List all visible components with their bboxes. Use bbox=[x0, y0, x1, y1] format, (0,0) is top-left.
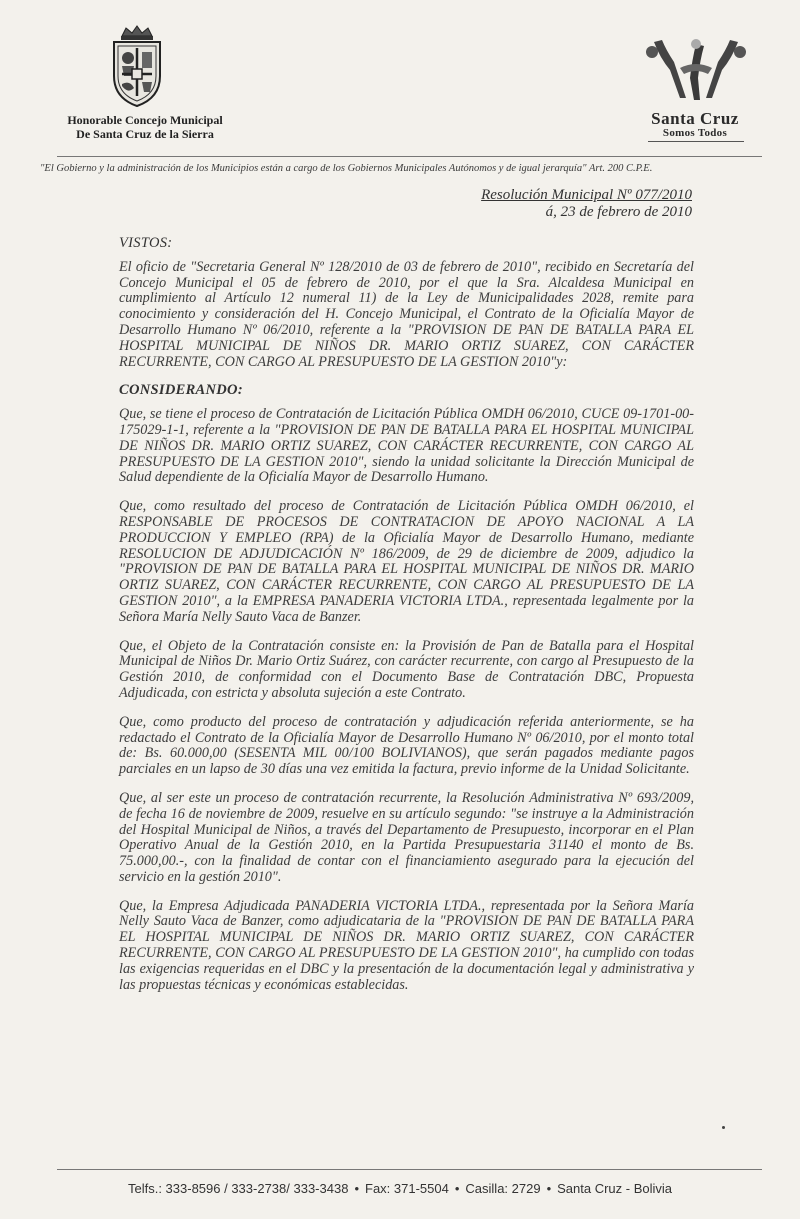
resolution-date: á, 23 de febrero de 2010 bbox=[545, 204, 692, 220]
footer-city: Santa Cruz - Bolivia bbox=[557, 1181, 673, 1196]
organization-name bbox=[40, 113, 250, 141]
footer-fax: Fax: 371-5504 bbox=[365, 1181, 449, 1196]
organization-name-line1: Honorable Concejo Municipal bbox=[67, 113, 223, 127]
header-divider bbox=[57, 156, 762, 157]
contact-footer bbox=[40, 1181, 760, 1196]
footer-separator: • bbox=[454, 1181, 460, 1196]
brand-title: Santa Cruz bbox=[651, 109, 739, 128]
footer-divider bbox=[57, 1169, 762, 1170]
page-mark bbox=[722, 1126, 725, 1129]
document-body bbox=[119, 228, 694, 1006]
santa-cruz-logo-icon bbox=[640, 38, 752, 110]
brand-subtitle: Somos Todos bbox=[662, 127, 728, 139]
brand-underline bbox=[648, 141, 744, 142]
considerando-paragraph: Que, como producto del proceso de contratación y adjudicación referida anteriormente, se ha redactado el Contrato de la Oficialía Mayor de Desarrollo Humano Nº 06/2010, por el monto total de: Bs. 60.000,00 (SESENTA MIL 00/100 BOLIVIANOS), que serán pagados mediante pagos parciales en un lapso de 30 días una vez emitida la factura, previo informe de la Unidad Solicitante. bbox=[119, 713, 694, 778]
constitution-quote: "El Gobierno y la administración de los Municipios están a cargo de los Gobiernos Municipales Autónomos y de igual jerarquía" Art. 200 C.P.E. bbox=[40, 163, 653, 174]
considerando-paragraph: Que, el Objeto de la Contratación consiste en: la Provisión de Pan de Batalla para el Hospital Municipal de Niños Dr. Mario Ortiz Suárez, con carácter recurrente, con cargo al Presupuesto de la Gestión 2010, de conformidad con el Documento Base de Contratación DBC, Propuesta Adjudicada, con estricta y absoluta sujeción a este Contrato. bbox=[119, 637, 694, 701]
letterhead bbox=[0, 0, 800, 174]
footer-phones: Telfs.: 333-8596 / 333-2738/ 333-3438 bbox=[127, 1181, 349, 1196]
footer-separator: • bbox=[546, 1181, 552, 1196]
considerando-paragraph: Que, como resultado del proceso de Contratación de Licitación Pública OMDH 06/2010, el RESPONSABLE DE PROCESOS DE CONTRATACION DE APOYO NACIONAL A LA PRODUCCION Y EMPLEO (RPA) de la Oficialía Mayor de Desarrollo Humano, mediante RESOLUCION DE ADJUDICACIÓN Nº 186/2009, de 29 de diciembre de 2009, adjudico la "PROVISION DE PAN DE BATALLA PARA EL HOSPITAL MUNICIPAL DE NIÑOS DR. MARIO ORTIZ SUAREZ, CON CARÁCTER RECURRENTE, CON CARGO AL PRESUPUESTO DE LA GESTION 2010", a la EMPRESA PANADERIA VICTORIA LTDA., representada legalmente por la Señora María Nelly Sauto Vaca de Banzer. bbox=[119, 498, 694, 625]
footer-casilla: Casilla: 2729 bbox=[465, 1181, 541, 1196]
considerando-heading: CONSIDERANDO: bbox=[119, 382, 243, 399]
vistos-heading: VISTOS: bbox=[119, 235, 173, 251]
municipal-crest-icon bbox=[108, 24, 166, 108]
organization-name-line2: De Santa Cruz de la Sierra bbox=[76, 127, 214, 141]
considerando-paragraph: Que, al ser este un proceso de contratación recurrente, la Resolución Administrativa Nº 693/2009, de fecha 16 de noviembre de 2009, resuelve en su artículo segundo: "se instruye a la Administración del Hospital Municipal de Niños, a través del Departamento de Presupuesto, incorporar en el Plan Operativo Anual de la Gestión 2010, en la Partida Presupuestaria 31140 el monto de Bs. 75.000,00.-, con la finalidad de contar con el financiamiento asegurado para la ejecución del servicio en la gestión 2010". bbox=[119, 789, 694, 885]
resolution-number: Resolución Municipal Nº 077/2010 bbox=[481, 187, 692, 203]
vistos-paragraph: El oficio de "Secretaria General Nº 128/2010 de 03 de febrero de 2010", recibido en Secretaría del Concejo Municipal el 05 de febrero de 2010, por el que la Sra. Alcaldesa Municipal en cumplimiento al Artículo 12 numeral 11) de la Ley de Municipalidades 2028, remite para conocimiento y consideración del H. Concejo Municipal, el Contrato de la Oficialía Mayor de Desarrollo Humano Nº 06/2010, referente a la "PROVISION DE PAN DE BATALLA PARA EL HOSPITAL MUNICIPAL DE NIÑOS DR. MARIO ORTIZ SUAREZ, CON CARÁCTER RECURRENTE, CON CARGO AL PRESUPUESTO DE LA GESTION 2010"y: bbox=[119, 258, 694, 370]
considerando-paragraph: Que, la Empresa Adjudicada PANADERIA VICTORIA LTDA., representada por la Señora María Nelly Sauto Vaca de Banzer, como adjudicataria de la "PROVISION DE PAN DE BATALLA PARA EL HOSPITAL MUNICIPAL DE NIÑOS DR. MARIO ORTIZ SUAREZ, CON CARÁCTER RECURRENTE, CON CARGO AL PRESUPUESTO DE LA GESTION 2010", ha cumplido con todas las exigencias requeridas en el DBC y la presentación de la documentación legal y administrativa y las propuestas técnicas y económicas establecidas. bbox=[119, 897, 694, 993]
considerando-paragraph: Que, se tiene el proceso de Contratación de Licitación Pública OMDH 06/2010, CUCE 09-1701-00-175029-1-1, referente a la "PROVISION DE PAN DE BATALLA PARA EL HOSPITAL MUNICIPAL DE NIÑOS DR. MARIO ORTIZ SUAREZ, CON CARÁCTER RECURRENTE, CON CARGO AL PRESUPUESTO DE LA GESTION 2010", siendo la unidad solicitante la Dirección Municipal de Salud dependiente de la Oficialía Mayor de Desarrollo Humano. bbox=[119, 406, 694, 486]
footer-separator: • bbox=[354, 1181, 359, 1196]
